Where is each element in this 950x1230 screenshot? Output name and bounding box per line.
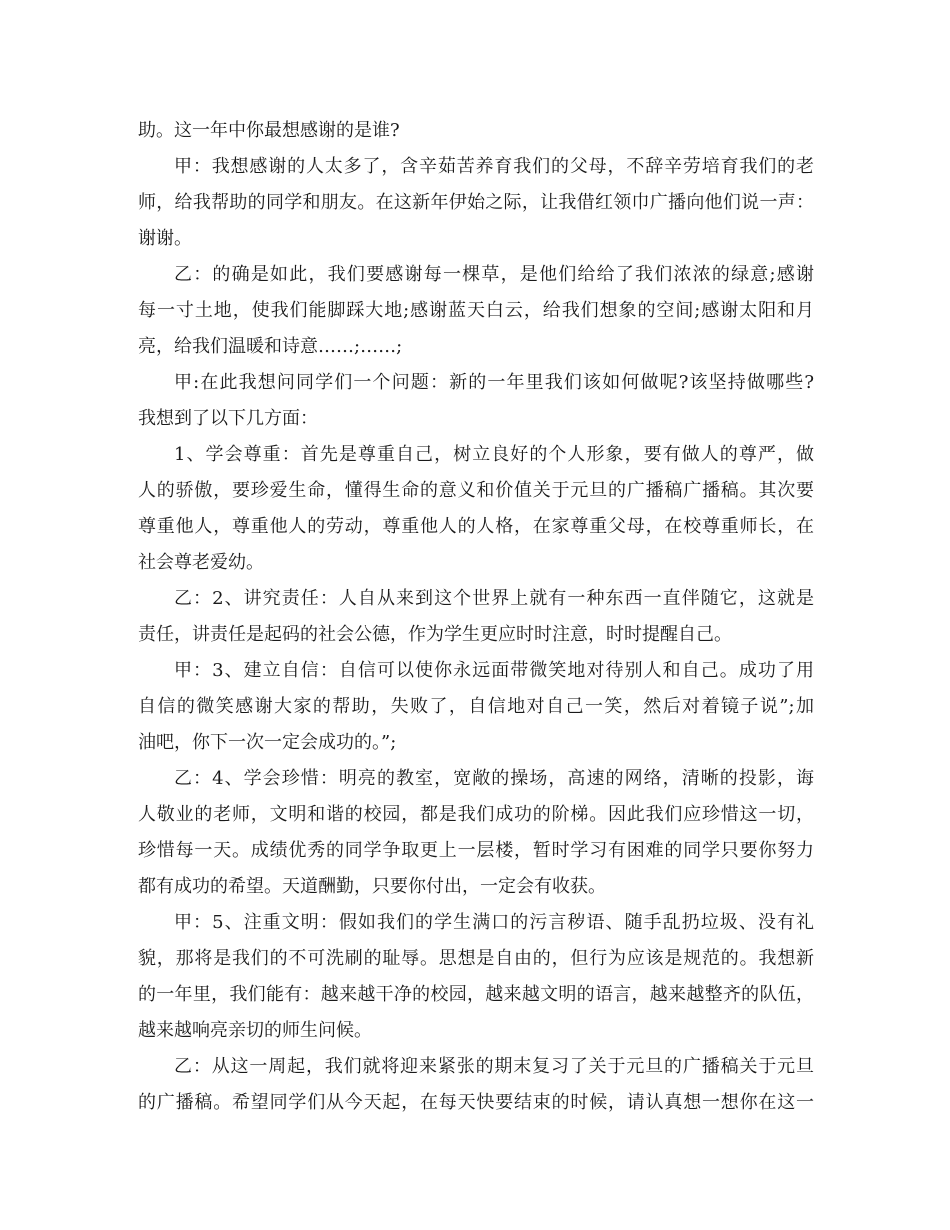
text-line: 越来越响亮亲切的师生问候。 bbox=[138, 1020, 372, 1041]
text-line: 尊重他人，尊重他人的劳动，尊重他人的人格，在家尊重父母，在校尊重师长，在 bbox=[138, 516, 814, 537]
text-line: 自信的微笑感谢大家的帮助，失败了，自信地对自己一笑，然后对着镜子说”;加 bbox=[138, 696, 814, 717]
document-body-text bbox=[138, 113, 814, 1121]
text-line: 都有成功的希望。天道酬勤，只要你付出，一定会有收获。 bbox=[138, 876, 606, 897]
text-line: 甲:在此我想问同学们一个问题：新的一年里我们该如何做呢?该坚持做哪些? bbox=[174, 372, 814, 393]
text-line: 貌，那将是我们的不可洗刷的耻辱。思想是自由的，但行为应该是规范的。我想新 bbox=[138, 948, 814, 969]
text-line: 乙：2、讲究责任：人自从来到这个世界上就有一种东西一直伴随它，这就是 bbox=[174, 588, 814, 609]
text-line: 师，给我帮助的同学和朋友。在这新年伊始之际，让我借红领巾广播向他们说一声： bbox=[138, 192, 814, 213]
text-line: 的一年里，我们能有：越来越干净的校园，越来越文明的语言，越来越整齐的队伍， bbox=[138, 984, 814, 1005]
text-line: 珍惜每一天。成绩优秀的同学争取更上一层楼，暂时学习有困难的同学只要你努力 bbox=[138, 840, 814, 861]
text-line: 人敬业的老师，文明和谐的校园，都是我们成功的阶梯。因此我们应珍惜这一切， bbox=[138, 804, 814, 825]
text-line: 我想到了以下几方面： bbox=[138, 408, 318, 429]
text-line: 助。这一年中你最想感谢的是谁? bbox=[138, 120, 400, 141]
text-line: 社会尊老爱幼。 bbox=[138, 552, 264, 573]
text-line: 谢谢。 bbox=[138, 228, 192, 249]
text-line: 甲：我想感谢的人太多了，含辛茹苦养育我们的父母，不辞辛劳培育我们的老 bbox=[174, 156, 814, 177]
text-line: 责任，讲责任是起码的社会公德，作为学生更应时时注意，时时提醒自己。 bbox=[138, 624, 732, 645]
text-line: 甲：3、建立自信：自信可以使你永远面带微笑地对待别人和自己。成功了用 bbox=[174, 660, 814, 681]
text-line: 乙：的确是如此，我们要感谢每一棵草，是他们给给了我们浓浓的绿意;感谢 bbox=[174, 264, 814, 285]
text-line: 亮，给我们温暖和诗意……;……; bbox=[138, 336, 403, 357]
text-line: 甲：5、注重文明：假如我们的学生满口的污言秽语、随手乱扔垃圾、没有礼 bbox=[174, 912, 814, 933]
text-line: 1、学会尊重：首先是尊重自己，树立良好的个人形象，要有做人的尊严，做 bbox=[174, 444, 814, 465]
text-line: 每一寸土地，使我们能脚踩大地;感谢蓝天白云，给我们想象的空间;感谢太阳和月 bbox=[138, 300, 814, 321]
text-line: 人的骄傲，要珍爱生命，懂得生命的意义和价值关于元旦的广播稿广播稿。其次要 bbox=[138, 480, 814, 501]
text-line: 油吧，你下一次一定会成功的。”; bbox=[138, 732, 397, 753]
text-line: 的广播稿。希望同学们从今天起，在每天快要结束的时候，请认真想一想你在这一 bbox=[138, 1092, 814, 1113]
text-line: 乙：4、学会珍惜：明亮的教室，宽敞的操场，高速的网络，清晰的投影，诲 bbox=[174, 768, 814, 789]
text-line: 乙：从这一周起，我们就将迎来紧张的期末复习了关于元旦的广播稿关于元旦 bbox=[174, 1056, 814, 1077]
